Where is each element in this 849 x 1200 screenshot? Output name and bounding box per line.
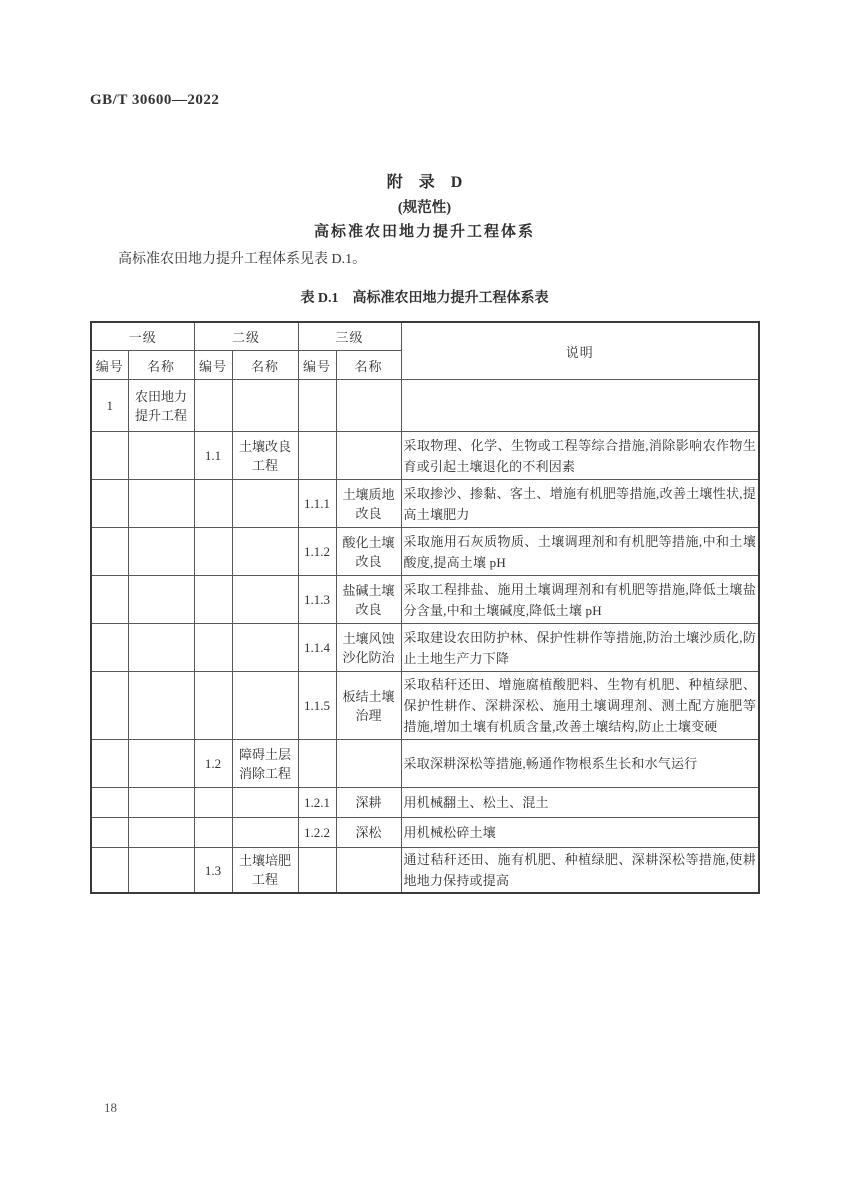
table-cell: 1.1 (194, 432, 232, 480)
table-cell (128, 432, 194, 480)
table-cell (128, 848, 194, 894)
header-level3: 三级 (298, 322, 401, 351)
table-cell (194, 380, 232, 432)
table-cell (91, 624, 128, 672)
description-cell (401, 380, 759, 432)
table-row (91, 848, 759, 894)
table-cell (91, 672, 128, 740)
table-row (91, 480, 759, 528)
table-cell: 盐碱土壤改良 (336, 576, 401, 624)
appendix-heading: 高标准农田地力提升工程体系 (313, 224, 535, 240)
table-cell (91, 848, 128, 894)
description-cell: 采取掺沙、掺黏、客土、增施有机肥等措施,改善土壤性状,提高土壤肥力 (401, 480, 759, 528)
description-cell: 通过秸秆还田、施有机肥、种植绿肥、深耕深松等措施,使耕地地力保持或提高 (401, 848, 759, 894)
table-cell: 1.2.2 (298, 818, 336, 848)
table-cell (232, 818, 298, 848)
table-row (91, 818, 759, 848)
table-cell: 1.3 (194, 848, 232, 894)
table-header-row-groups (91, 322, 759, 351)
description-cell: 用机械松碎土壤 (401, 818, 759, 848)
table-cell (336, 432, 401, 480)
table-cell: 土壤改良工程 (232, 432, 298, 480)
appendix-subtitle: (规范性) (397, 200, 452, 216)
table-cell: 障碍土层消除工程 (232, 740, 298, 788)
table-cell: 1.1.4 (298, 624, 336, 672)
table-cell (128, 672, 194, 740)
table-cell: 1.1.5 (298, 672, 336, 740)
engineering-system-table (90, 321, 760, 894)
table-cell: 土壤培肥工程 (232, 848, 298, 894)
table-cell (194, 576, 232, 624)
table-cell: 1.1.1 (298, 480, 336, 528)
table-cell (298, 848, 336, 894)
table-row (91, 432, 759, 480)
table-cell (298, 740, 336, 788)
table-cell (194, 818, 232, 848)
table-cell (128, 576, 194, 624)
table-cell: 土壤风蚀沙化防治 (336, 624, 401, 672)
table-cell: 1.1.2 (298, 528, 336, 576)
table-cell (232, 788, 298, 818)
table-cell (128, 818, 194, 848)
table-row (91, 528, 759, 576)
table-cell (232, 380, 298, 432)
table-cell: 土壤质地改良 (336, 480, 401, 528)
header-code-2: 编号 (194, 351, 232, 380)
table-cell (336, 848, 401, 894)
table-body (91, 380, 759, 894)
table-cell (232, 528, 298, 576)
description-cell: 采取建设农田防护林、保护性耕作等措施,防治土壤沙质化,防止土地生产力下降 (401, 624, 759, 672)
table-cell (232, 576, 298, 624)
table-cell (91, 480, 128, 528)
header-name-1: 名称 (128, 351, 194, 380)
description-cell: 用机械翻土、松土、混土 (401, 788, 759, 818)
table-cell: 板结土壤治理 (336, 672, 401, 740)
table-cell (232, 480, 298, 528)
table-cell: 农田地力提升工程 (128, 380, 194, 432)
header-code-1: 编号 (91, 351, 128, 380)
table-cell (298, 380, 336, 432)
table-cell (194, 672, 232, 740)
table-cell: 酸化土壤改良 (336, 528, 401, 576)
description-cell: 采取秸秆还田、增施腐植酸肥料、生物有机肥、种植绿肥、保护性耕作、深耕深松、施用土壤调理剂、测土配方施肥等措施,增加土壤有机质含量,改善土壤结构,防止土壤变硬 (401, 672, 759, 740)
table-cell (91, 576, 128, 624)
table-cell (298, 432, 336, 480)
intro-paragraph: 高标准农田地力提升工程体系见表 D.1。 (118, 252, 367, 267)
table-caption: 表 D.1 高标准农田地力提升工程体系表 (300, 291, 549, 306)
table-cell (194, 528, 232, 576)
table-cell: 1.2 (194, 740, 232, 788)
table-cell: 1.1.3 (298, 576, 336, 624)
header-name-3: 名称 (336, 351, 401, 380)
header-code-3: 编号 (298, 351, 336, 380)
description-cell: 采取深耕深松等措施,畅通作物根系生长和水气运行 (401, 740, 759, 788)
table-cell (128, 788, 194, 818)
table-row (91, 380, 759, 432)
table-cell (128, 624, 194, 672)
table-cell (91, 432, 128, 480)
page-number: 18 (104, 1100, 117, 1115)
table-cell: 1 (91, 380, 128, 432)
table-cell (194, 788, 232, 818)
table-cell: 深耕 (336, 788, 401, 818)
table-cell: 1.2.1 (298, 788, 336, 818)
table-cell (91, 818, 128, 848)
table-row (91, 624, 759, 672)
standard-code: GB/T 30600—2022 (90, 92, 220, 108)
header-name-2: 名称 (232, 351, 298, 380)
table-cell: 深松 (336, 818, 401, 848)
header-level1: 一级 (91, 322, 194, 351)
table-row (91, 788, 759, 818)
table-row (91, 672, 759, 740)
table-cell (194, 624, 232, 672)
description-cell: 采取工程排盐、施用土壤调理剂和有机肥等措施,降低土壤盐分含量,中和土壤碱度,降低土壤 pH (401, 576, 759, 624)
table-header (91, 322, 759, 380)
table-cell (91, 528, 128, 576)
table-cell (128, 528, 194, 576)
table-cell (128, 480, 194, 528)
table-cell (336, 740, 401, 788)
table-cell (91, 788, 128, 818)
header-level2: 二级 (194, 322, 298, 351)
description-cell: 采取物理、化学、生物或工程等综合措施,消除影响农作物生育或引起土壤退化的不利因素 (401, 432, 759, 480)
table-cell (232, 624, 298, 672)
table-row (91, 740, 759, 788)
description-cell: 采取施用石灰质物质、土壤调理剂和有机肥等措施,中和土壤酸度,提高土壤 pH (401, 528, 759, 576)
header-description: 说明 (401, 322, 759, 380)
table-cell (336, 380, 401, 432)
table-row (91, 576, 759, 624)
table-cell (194, 480, 232, 528)
table-cell (128, 740, 194, 788)
appendix-title: 附 录 D (386, 174, 463, 191)
table-cell (232, 672, 298, 740)
table-cell (91, 740, 128, 788)
